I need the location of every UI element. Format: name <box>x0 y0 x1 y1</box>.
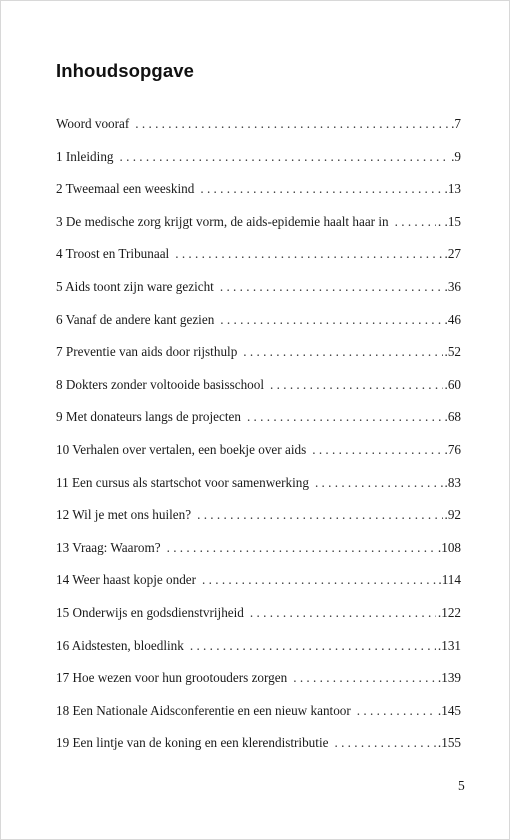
toc-dot-leader <box>175 244 442 264</box>
toc-entry-page: .52 <box>444 344 461 360</box>
toc-dot-leader <box>220 277 443 297</box>
toc-entry-title: 18 Een Nationale Aidsconferentie en een nieuw kantoor <box>56 702 351 718</box>
toc-entry-title: 4 Troost en Tribunaal <box>56 246 170 262</box>
toc-dot-leader <box>135 114 449 134</box>
toc-entry-page: .108 <box>437 539 461 555</box>
toc-entry-page: .145 <box>437 702 461 718</box>
toc-entry-page: .131 <box>437 637 461 653</box>
toc-entry <box>56 701 461 734</box>
toc-entry-title: 5 Aids toont zijn ware gezicht <box>56 278 214 294</box>
toc-entry-page: .68 <box>444 409 461 425</box>
toc-dot-leader <box>270 375 442 395</box>
toc-entry-page: .46 <box>444 311 461 327</box>
toc-entry-title: 13 Vraag: Waarom? <box>56 539 161 555</box>
toc-entry-page: .7 <box>451 116 461 131</box>
toc-entry <box>56 310 461 343</box>
toc-dot-leader <box>202 570 436 590</box>
toc-entry-title: 3 De medische zorg krijgt vorm, de aids-epidemie haalt haar in <box>56 213 389 229</box>
toc-entry <box>56 244 461 277</box>
toc-dot-leader <box>220 310 442 330</box>
toc-entry-title: 9 Met donateurs langs de projecten <box>56 409 241 425</box>
toc-entry-page: .60 <box>444 376 461 392</box>
toc-entry-title: 10 Verhalen over vertalen, een boekje over aids <box>56 441 307 457</box>
toc-dot-leader <box>247 407 443 427</box>
toc-dot-leader <box>243 342 442 362</box>
toc-entry-title: 11 Een cursus als startschot voor samenwerking <box>56 474 309 490</box>
toc-entry-title: 12 Wil je met ons huilen? <box>56 507 192 523</box>
toc-dot-leader <box>190 636 436 656</box>
toc-entry <box>56 538 461 571</box>
toc-entry-page: .155 <box>437 735 461 751</box>
toc-entry-title: 14 Weer haast kopje onder <box>56 572 197 588</box>
toc-entry-page: .76 <box>444 441 461 457</box>
toc-entry-page: .92 <box>444 507 461 523</box>
toc-entry-title: 15 Onderwijs en godsdienstvrijheid <box>56 604 244 620</box>
page-title: Inhoudsopgave <box>56 60 194 81</box>
toc-entry-title: 2 Tweemaal een weeskind <box>56 181 195 197</box>
toc-dot-leader <box>312 440 442 460</box>
toc-entry-page: .27 <box>444 246 461 262</box>
toc-dot-leader <box>167 538 436 558</box>
toc-entry-page: .122 <box>437 604 461 620</box>
toc-entry <box>56 505 461 538</box>
toc-dot-leader <box>315 473 443 493</box>
toc-entry <box>56 147 461 180</box>
toc-entry <box>56 570 461 603</box>
toc-entry <box>56 733 461 766</box>
toc-entry <box>56 407 461 440</box>
toc-entry-page: .13 <box>444 181 461 197</box>
toc-entry-title: 8 Dokters zonder voltooide basisschool <box>56 376 265 392</box>
toc-entry <box>56 277 461 310</box>
toc-dot-leader <box>197 505 442 525</box>
toc-entry-title: 6 Vanaf de andere kant gezien <box>56 311 215 327</box>
toc-entry <box>56 114 461 147</box>
toc-entry-page: .83 <box>444 474 461 490</box>
toc-entry <box>56 473 461 506</box>
toc-dot-leader <box>120 147 450 167</box>
toc-entry-title: Woord vooraf <box>56 116 130 131</box>
toc-entry <box>56 636 461 669</box>
toc-entry <box>56 212 461 245</box>
toc-entry <box>56 603 461 636</box>
toc-entry-page: .114 <box>438 572 461 588</box>
toc-entry <box>56 342 461 375</box>
toc-entry-title: 19 Een lintje van de koning en een klerendistributie <box>56 735 329 751</box>
toc-entry <box>56 375 461 408</box>
toc-entry-page: . .15 <box>437 213 461 229</box>
toc-entry <box>56 668 461 701</box>
toc-entry-page: .9 <box>451 148 461 164</box>
toc-dot-leader <box>357 701 436 721</box>
table-of-contents <box>56 114 461 766</box>
toc-dot-leader <box>395 212 436 232</box>
toc-dot-leader <box>200 179 442 199</box>
toc-entry-title: 1 Inleiding <box>56 148 114 164</box>
toc-entry-title: 7 Preventie van aids door rijsthulp <box>56 344 238 360</box>
toc-entry-title: 16 Aidstesten, bloedlink <box>56 637 184 653</box>
toc-entry-title: 17 Hoe wezen voor hun grootouders zorgen <box>56 670 288 686</box>
toc-dot-leader <box>293 668 436 688</box>
toc-entry-page: .36 <box>444 278 461 294</box>
toc-dot-leader <box>334 733 435 753</box>
toc-entry <box>56 440 461 473</box>
toc-entry <box>56 179 461 212</box>
page-number: 5 <box>458 778 465 793</box>
toc-dot-leader <box>250 603 436 623</box>
toc-entry-page: .139 <box>437 670 461 686</box>
